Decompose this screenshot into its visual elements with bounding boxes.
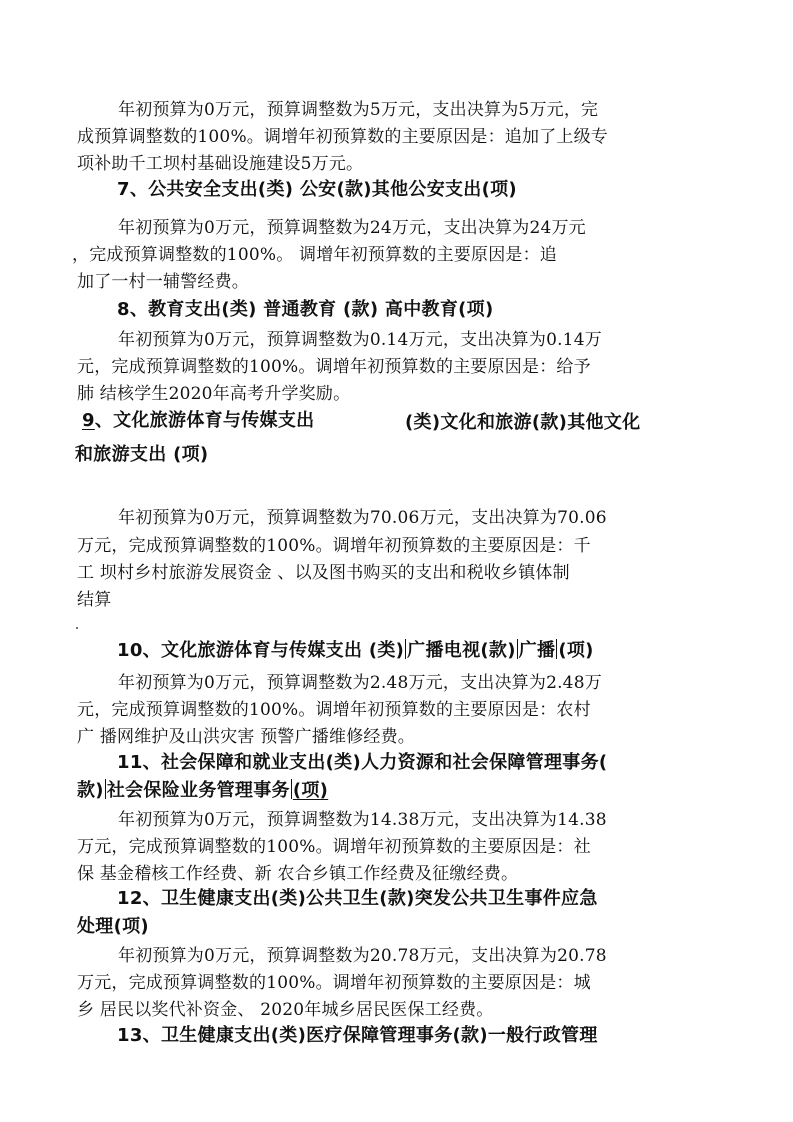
heading-text: 10、文化旅游体育与传媒支出 (类) bbox=[117, 640, 405, 661]
paragraph-line: 乡 居民以奖代补资金、 2020年城乡居民医保工经费。 bbox=[77, 1000, 494, 1020]
paragraph-line: 年初预算为0万元，预算调整数为2.48万元，支出决算为2.48万 bbox=[118, 673, 602, 693]
section-heading-12-line2: 处理(项) bbox=[77, 916, 149, 937]
heading-text: 广播电视(款) bbox=[407, 640, 516, 661]
paragraph-line: 元，完成预算调整数的100%。调增年初预算数的主要原因是：农村 bbox=[77, 700, 591, 720]
section-heading-9-part: (类)文化和旅游(款)其他文化 bbox=[405, 412, 641, 433]
paragraph-line: 万元，完成预算调整数的100%。调增年初预算数的主要原因是：社 bbox=[77, 837, 591, 857]
heading-text: (项) bbox=[292, 780, 329, 801]
section-heading-9 bbox=[82, 408, 314, 434]
paragraph-line: 年初预算为0万元，预算调整数为0.14万元，支出决算为0.14万 bbox=[118, 330, 602, 350]
paragraph-line: 加了一村一辅警经费。 bbox=[77, 272, 249, 292]
paragraph-line: 结算 bbox=[77, 590, 112, 610]
paragraph-line: 项补助千工坝村基础设施建设5万元。 bbox=[77, 154, 364, 174]
paragraph-line: 年初预算为0万元，预算调整数为24万元，支出决算为24万元 bbox=[118, 218, 586, 238]
heading-number: 9 bbox=[82, 410, 95, 431]
separator bbox=[517, 639, 518, 659]
paragraph-line: 元，完成预算调整数的100%。调增年初预算数的主要原因是：给予 bbox=[77, 357, 591, 377]
section-heading-12: 12、卫生健康支出(类)公共卫生(款)突发公共卫生事件应急 bbox=[117, 888, 598, 909]
section-heading-8: 8、教育支出(类) 普通教育 (款) 高中教育(项) bbox=[117, 299, 494, 320]
section-heading-9-line2: 和旅游支出 (项) bbox=[75, 444, 209, 465]
paragraph-line: 肺 结核学生2020年高考升学奖励。 bbox=[77, 384, 351, 404]
section-heading-11: 11、社会保障和就业支出(类)人力资源和社会保障管理事务( bbox=[117, 752, 608, 773]
paragraph-line: 年初预算为0万元，预算调整数为5万元，支出决算为5万元，完 bbox=[118, 100, 599, 120]
separator bbox=[291, 779, 292, 799]
paragraph-line: 成预算调整数的100%。调增年初预算数的主要原因是：追加了上级专 bbox=[77, 127, 608, 147]
section-heading-10 bbox=[117, 638, 594, 664]
section-heading-7: 7、公共安全支出(类) 公安(款)其他公安支出(项) bbox=[117, 179, 517, 200]
heading-text: 、文化旅游体育与传媒支出 bbox=[94, 410, 315, 431]
stray-mark bbox=[76, 627, 78, 629]
paragraph-line: 年初预算为0万元，预算调整数为20.78万元，支出决算为20.78 bbox=[118, 946, 607, 966]
paragraph-line: 万元，完成预算调整数的100%。调增年初预算数的主要原因是：城 bbox=[77, 973, 591, 993]
paragraph-line: 万元，完成预算调整数的100%。调增年初预算数的主要原因是：千 bbox=[77, 536, 591, 556]
paragraph-line: ，完成预算调整数的100%。 调增年初预算数的主要原因是：追 bbox=[72, 245, 558, 265]
section-heading-11-line2 bbox=[77, 778, 328, 804]
heading-text: 社会保险业务管理事务 bbox=[106, 780, 290, 801]
heading-text: (项) bbox=[558, 640, 594, 661]
heading-text: 广播 bbox=[518, 640, 556, 661]
paragraph-line: 年初预算为0万元，预算调整数为14.38万元，支出决算为14.38 bbox=[118, 810, 607, 830]
paragraph-line: 工 坝村乡村旅游发展资金 、以及图书购买的支出和税收乡镇体制 bbox=[77, 563, 570, 583]
separator bbox=[105, 779, 106, 799]
paragraph-line: 保 基金稽核工作经费、新 农合乡镇工作经费及征缴经费。 bbox=[77, 864, 519, 884]
heading-text: 款) bbox=[77, 780, 104, 801]
paragraph-line: 年初预算为0万元，预算调整数为70.06万元，支出决算为70.06 bbox=[118, 508, 607, 528]
section-heading-13: 13、卫生健康支出(类)医疗保障管理事务(款)一般行政管理 bbox=[117, 1025, 598, 1046]
paragraph-line: 广 播网维护及山洪灾害 预警广播维修经费。 bbox=[77, 727, 416, 747]
